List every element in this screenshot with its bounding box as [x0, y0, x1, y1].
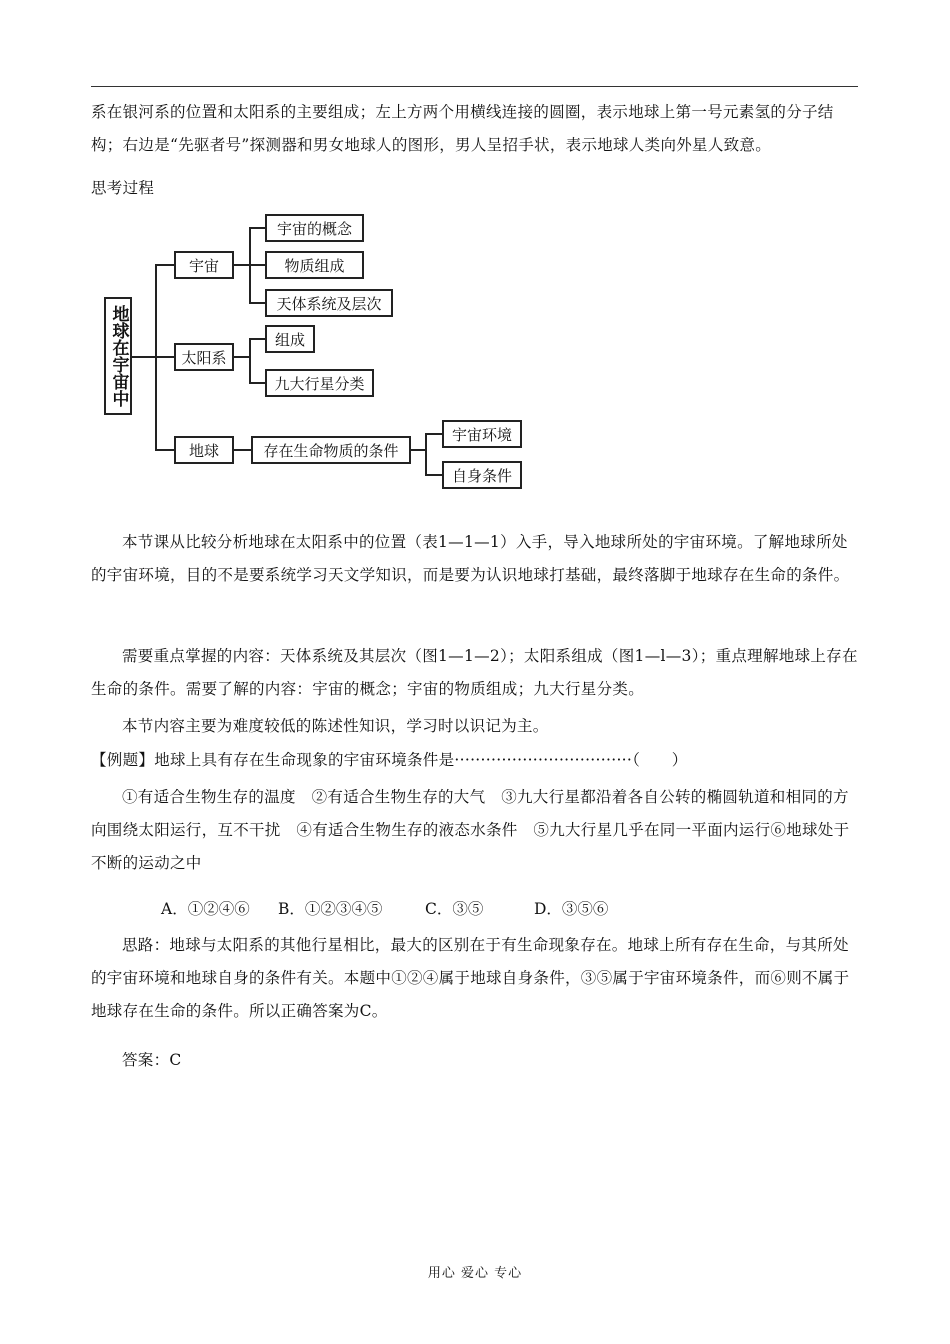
paragraph-3: 本节内容主要为难度较低的陈述性知识，学习时以识记为主。 — [122, 717, 549, 735]
paragraph-2: 需要重点掌握的内容：天体系统及其层次（图1—1—2）；太阳系组成（图1—l—3）；重点理解地球上存在生命的条件。需要了解的内容：宇宙的概念；宇宙的物质组成；九大行星分类。 — [91, 647, 858, 698]
reasoning-paragraph: 思路：地球与太阳系的其他行星相比，最大的区别在于有生命现象存在。地球上所有存在生命，与其所处的宇宙环境和地球自身的条件有关。本题中①②④属于地球自身条件，③⑤属于宇宙环境条件，而⑥则不属于地球存在生命的条件。所以正确答案为C。 — [91, 936, 850, 1020]
connector — [155, 356, 174, 358]
diagram-node-earth: 地球 — [174, 436, 234, 464]
connector — [249, 338, 251, 383]
option-c: C．③⑤ — [425, 900, 484, 918]
connector — [234, 449, 252, 451]
option-d: D．③⑤⑥ — [534, 900, 609, 918]
connector — [249, 264, 265, 266]
diagram-root: 地球在宇宙中 — [104, 297, 132, 415]
connector — [425, 433, 442, 435]
connector — [234, 264, 250, 266]
connector — [249, 302, 265, 304]
connector — [411, 449, 426, 451]
connector — [155, 264, 174, 266]
diagram-node-solar-system: 太阳系 — [174, 343, 234, 371]
connector — [249, 227, 265, 229]
diagram-node-celestial-systems: 天体系统及层次 — [265, 289, 393, 317]
connector — [132, 356, 156, 358]
example-items: ①有适合生物生存的温度 ②有适合生物生存的大气 ③九大行星都沿着各自公转的椭圆轨道和相同的方向围绕太阳运行，互不干扰 ④有适合生物生存的液态水条件 ⑤九大行星几乎在同一平面内运行⑥地球处于不断的运动之中 — [91, 788, 850, 872]
diagram-node-universe: 宇宙 — [174, 251, 234, 279]
paragraph-1: 本节课从比较分析地球在太阳系中的位置（表1—1—1）入手，导入地球所处的宇宙环境。了解地球所处的宇宙环境，目的不是要系统学习天文学知识，而是要为认识地球打基础，最终落脚于地球存在生命的条件。 — [91, 533, 850, 584]
diagram-node-cosmic-environment: 宇宙环境 — [442, 420, 522, 448]
diagram-node-composition: 组成 — [265, 325, 315, 353]
connector — [249, 382, 265, 384]
example-question: 【例题】地球上具有存在生命现象的宇宙环境条件是··································（ ） — [91, 751, 688, 769]
page-footer: 用心 爱心 专心 — [427, 1266, 523, 1281]
answer-options — [161, 897, 608, 919]
header-rule — [91, 86, 858, 87]
answer-line: 答案：C — [122, 1051, 182, 1069]
option-a: A．①②④⑥ — [161, 900, 250, 918]
connector — [249, 338, 265, 340]
option-b: B．①②③④⑤ — [278, 900, 383, 918]
connector — [234, 356, 250, 358]
intro-paragraph: 系在银河系的位置和太阳系的主要组成；左上方两个用横线连接的圆圈，表示地球上第一号元素氢的分子结构；右边是“先驱者号”探测器和男女地球人的图形，男人呈招手状，表示地球人类向外星人致意。 — [91, 103, 834, 154]
connector — [425, 474, 442, 476]
diagram-node-universe-concept: 宇宙的概念 — [265, 214, 364, 242]
connector — [155, 449, 174, 451]
diagram-node-own-conditions: 自身条件 — [442, 461, 522, 489]
section-label: 思考过程 — [91, 179, 155, 197]
diagram-node-life-conditions: 存在生命物质的条件 — [251, 436, 411, 464]
diagram-node-planet-classification: 九大行星分类 — [265, 369, 374, 397]
diagram-node-matter-composition: 物质组成 — [265, 251, 364, 279]
connector — [425, 433, 427, 475]
